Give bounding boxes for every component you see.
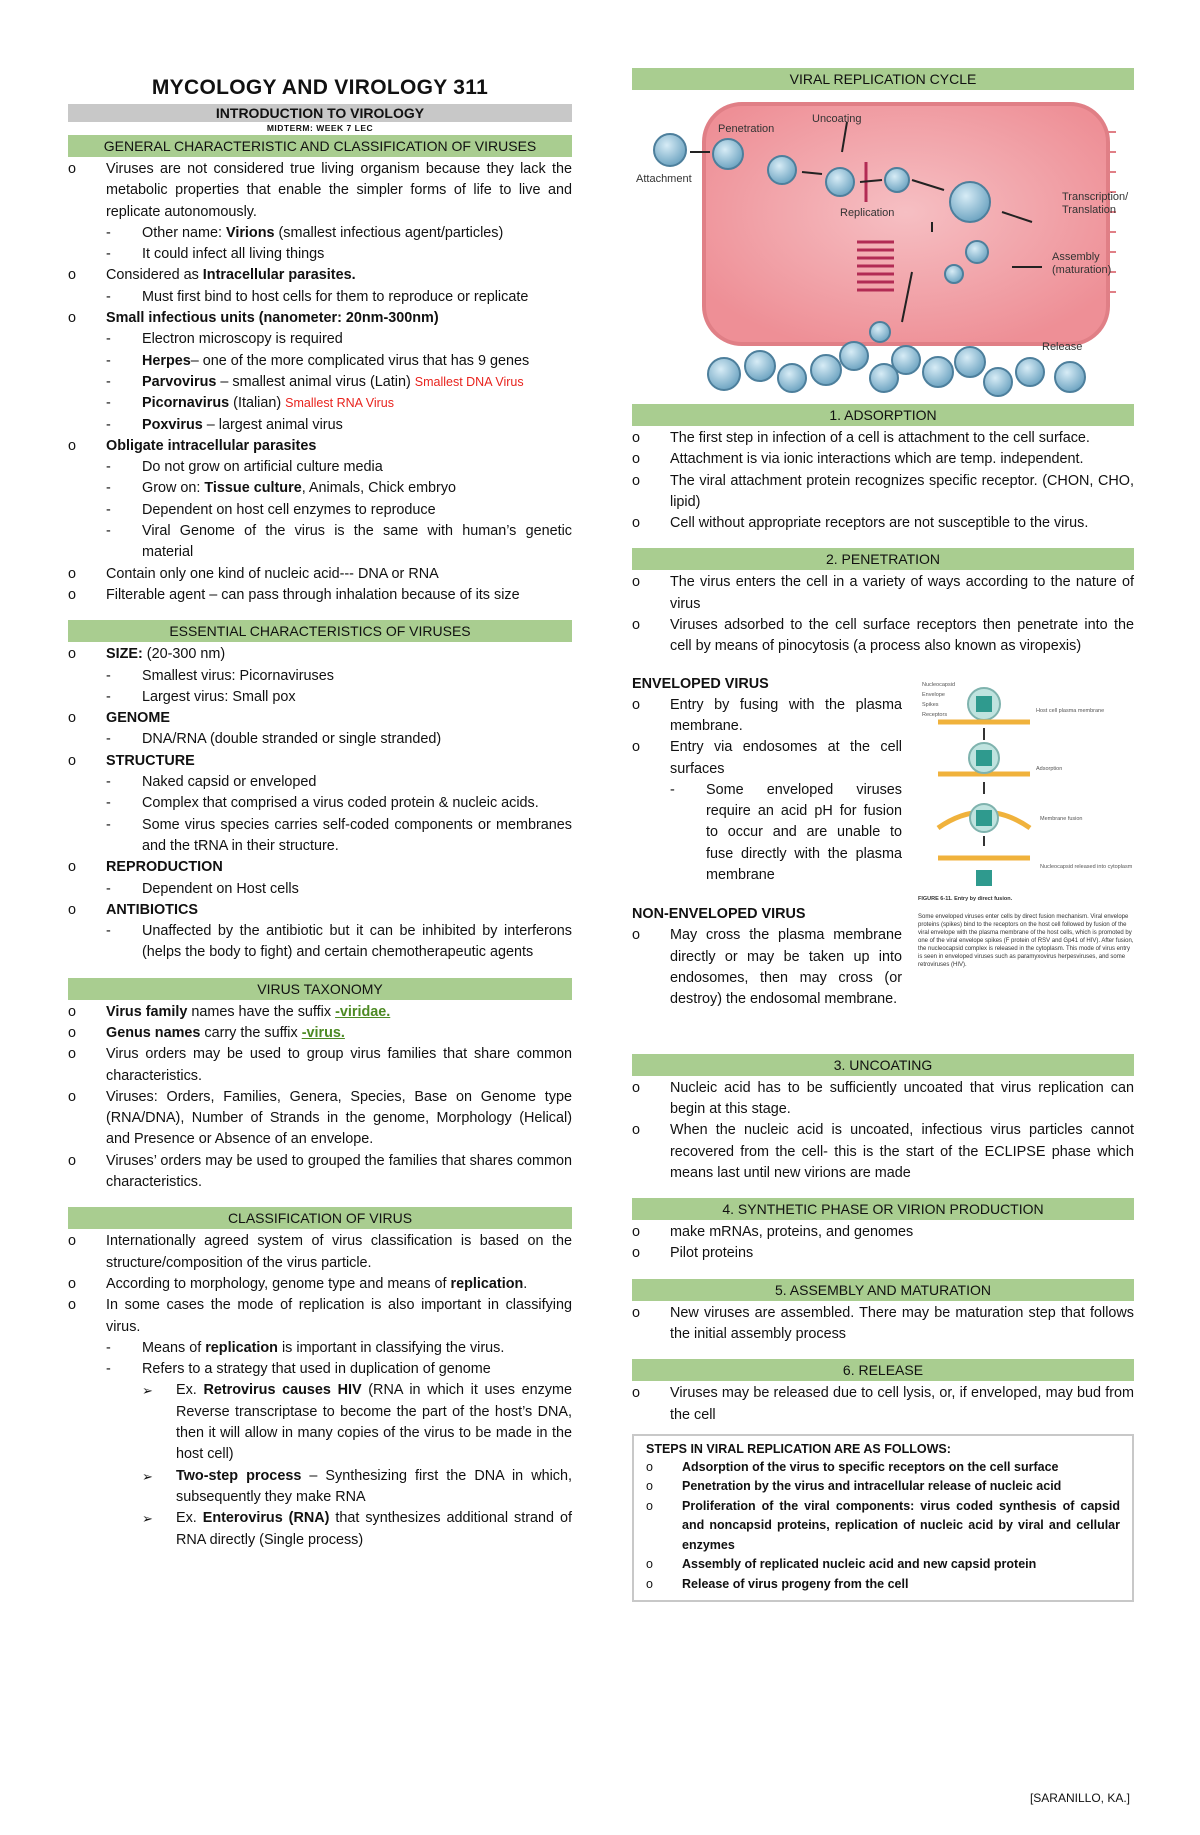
svg-text:Spikes: Spikes — [922, 701, 939, 708]
label-maturation: (maturation) — [1052, 264, 1112, 276]
step-item: o Adsorption of the virus to specific receptors on the cell surface — [646, 1459, 1059, 1474]
svg-text:Adsorption: Adsorption — [1036, 765, 1063, 772]
sub-item: - Must first bind to host cells for them to reproduce or replicate — [106, 287, 572, 308]
left-column — [68, 68, 572, 1551]
list-item: o ANTIBIOTICS - Unaffected by the antibiotic but it can be inhibited by interferons (helps the body to fight) and certain chemotherapeutic agents — [68, 900, 572, 964]
list-item: o make mRNAs, proteins, and genomes — [632, 1224, 914, 1241]
sub-item: - Do not grow on artificial culture media — [106, 457, 572, 478]
step-item: o Penetration by the virus and intracellular release of nucleic acid — [646, 1479, 1062, 1494]
document-caption: MIDTERM: WEEK 7 LEC — [266, 123, 374, 133]
list-item: o Attachment is via ionic interactions which are temp. independent. — [632, 451, 1084, 468]
suffix-viridae: -viridae. — [335, 1003, 391, 1020]
replication-cycle-figure — [632, 92, 1134, 404]
assembly-list — [632, 1303, 1134, 1346]
sub-item: - Unaffected by the antibiotic but it can be inhibited by interferons (helps the body to fight) and certain chemotherapeutic agents — [106, 921, 572, 964]
penetration-detail — [632, 674, 1134, 1054]
sub-item: - Electron microscopy is required — [106, 329, 572, 350]
label-translation: Translation — [1062, 204, 1117, 216]
list-item: o Small infectious units (nanometer: 20nm-300nm) - Electron microscopy is required - Herpes– one of the more complicated virus that has 9 genes - Parvovirus – smallest animal virus (Latin) Smallest DNA Virus - Picornavirus (Italian) Smallest RNA Virus - Poxvirus – largest animal virus — [68, 308, 572, 436]
list-item: o The virus enters the cell in a variety of ways according to the nature of virus — [632, 574, 1134, 612]
list-item: o Viruses: Orders, Families, Genera, Species, Base on Genome type (RNA/DNA), Number of Strands in the genome, Morphology (Helical) and Presence or Absence of an envelope. — [68, 1088, 572, 1148]
sub-item: - Viral Genome of the virus is the same with human’s genetic material — [106, 521, 572, 564]
sub-item: - Dependent on Host cells — [106, 879, 572, 900]
list-item: o The viral attachment protein recognizes specific receptor. (CHON, CHO, lipid) — [632, 472, 1134, 510]
step-item: o Release of virus progeny from the cell — [646, 1576, 909, 1591]
section-header-uncoating: 3. UNCOATING — [632, 1054, 1134, 1076]
sub-item: - Herpes– one of the more complicated virus that has 9 genes — [106, 351, 572, 372]
synthetic-phase-list — [632, 1222, 1134, 1265]
released-virions — [708, 342, 1085, 396]
list-item: o Viruses may be released due to cell lysis, or, if enveloped, may bud from the cell — [632, 1385, 1134, 1423]
svg-text:Nucleocapsid: Nucleocapsid — [922, 681, 956, 688]
non-enveloped-virus-label: NON-ENVELOPED VIRUS — [632, 906, 806, 923]
sub-item: - Poxvirus – largest animal virus — [106, 415, 572, 436]
penetration-list — [632, 572, 1134, 657]
svg-text:Membrane fusion: Membrane fusion — [1040, 815, 1083, 822]
list-item: o The first step in infection of a cell is attachment to the cell surface. — [632, 430, 1090, 446]
direct-fusion-diagram — [918, 678, 1134, 910]
section-header-taxonomy: VIRUS TAXONOMY — [68, 978, 572, 1000]
list-item: o Viruses adsorbed to the cell surface receptors then penetrate into the cell by means of pinocytosis (a process also known as viropexis) — [632, 617, 1134, 655]
section-header-classification: CLASSIFICATION OF VIRUS — [68, 1207, 572, 1229]
label-penetration: Penetration — [718, 123, 775, 135]
release-list — [632, 1383, 1134, 1426]
list-item: o Virus family names have the suffix -viridae. — [68, 1003, 391, 1020]
red-note: Smallest RNA Virus — [285, 396, 395, 411]
taxonomy-list — [68, 1002, 572, 1194]
classification-list — [68, 1231, 572, 1550]
arrow-item: ➢ Two-step process – Synthesizing first the DNA in which, subsequently they make RNA — [142, 1466, 572, 1509]
label-transcription: Transcription/ — [1062, 191, 1129, 203]
list-item: o Viruses’ orders may be used to grouped the families that shares common characteristics. — [68, 1152, 572, 1191]
list-item: o Entry via endosomes at the cell surfaces - Some enveloped viruses require an acid pH for fusion to occur and are unable to fuse directly with the plasma membrane — [632, 737, 902, 886]
list-item: o Filterable agent – can pass through inhalation because of its size — [68, 586, 520, 603]
section-header-penetration: 2. PENETRATION — [632, 548, 1134, 570]
general-characteristics-list — [68, 159, 572, 606]
list-item: o Obligate intracellular parasites - Do not grow on artificial culture media - Grow on: Tissue culture, Animals, Chick embryo - Dependent on host cell enzymes to reproduce - Viral Genome of the virus is the same with human’s genetic material — [68, 436, 572, 564]
sub-item: - Means of replication is important in classifying the virus. — [106, 1338, 572, 1359]
direct-fusion-figure — [918, 678, 1134, 969]
list-item: o Considered as Intracellular parasites. - Must first bind to host cells for them to reproduce or replicate — [68, 265, 572, 308]
label-replication: Replication — [840, 207, 895, 219]
svg-text:Host cell plasma membrane: Host cell plasma membrane — [1036, 707, 1105, 714]
list-item: o According to morphology, genome type and means of replication. — [68, 1275, 528, 1292]
section-header-essential: ESSENTIAL CHARACTERISTICS OF VIRUSES — [68, 620, 572, 642]
list-item: o May cross the plasma membrane directly or may be taken up into endosomes, then may cross (or destroy) the endosomal membrane. — [632, 927, 902, 1008]
section-header-replication-cycle: VIRAL REPLICATION CYCLE — [632, 68, 1134, 90]
sub-item: - Smallest virus: Picornaviruses — [106, 666, 572, 687]
list-item: o Genus names carry the suffix -virus. — [68, 1024, 345, 1041]
list-item: o GENOME - DNA/RNA (double stranded or single stranded) — [68, 708, 572, 751]
label-release: Release — [1042, 341, 1083, 353]
svg-text:Nucleocapsid released into cyt: Nucleocapsid released into cytoplasm — [1040, 863, 1133, 870]
list-item: o SIZE: (20-300 nm) - Smallest virus: Picornaviruses - Largest virus: Small pox — [68, 644, 572, 708]
document-title: MYCOLOGY AND VIROLOGY 311 — [151, 76, 489, 99]
virion-attachment — [654, 134, 686, 166]
list-item: o Internationally agreed system of virus classification is based on the structure/composition of the virus particle. — [68, 1233, 572, 1271]
sub-item: - DNA/RNA (double stranded or single stranded) — [106, 729, 572, 750]
list-item: o REPRODUCTION - Dependent on Host cells — [68, 857, 572, 900]
list-item — [68, 159, 572, 265]
section-header-assembly: 5. ASSEMBLY AND MATURATION — [632, 1279, 1134, 1301]
svg-text:Envelope: Envelope — [922, 691, 945, 698]
list-item: o In some cases the mode of replication is also important in classifying virus. - Means of replication is important in classifying the virus. - Refers to a strategy that used in duplication of genome ➢ Ex. Retrovirus causes HIV (RNA in which it uses enzyme Reverse transcriptase to become the part of the host’s DNA, then it will allow in many copies of the virus to be made in the host cell) ➢ Two-step process – Synthesizing first the DNA in which, subsequently they make RNA ➢ Ex. Enterovirus (RNA) that synthesizes additional strand of RNA directly (Single process) — [68, 1295, 572, 1551]
section-header-adsorption: 1. ADSORPTION — [632, 404, 1134, 426]
steps-summary-box — [632, 1434, 1134, 1603]
author-footer: [SARANILLO, KA.] — [1029, 1791, 1130, 1805]
bullet-marker: o — [68, 161, 77, 177]
essential-characteristics-list — [68, 644, 572, 963]
sub-item: - Complex that comprised a virus coded protein & nucleic acids. — [106, 793, 572, 814]
list-item: o STRUCTURE - Naked capsid or enveloped - Complex that comprised a virus coded protein & nucleic acids. - Some virus species carries self-coded components or membranes and the tRNA in their structure. — [68, 751, 572, 857]
replication-cycle-diagram — [632, 92, 1134, 404]
svg-text:FIGURE 6-11. Entry by direct f: FIGURE 6-11. Entry by direct fusion. — [918, 895, 1013, 902]
svg-text:Receptors: Receptors — [922, 711, 948, 718]
sub-item: - Parvovirus – smallest animal virus (Latin) Smallest DNA Virus — [106, 372, 572, 393]
adsorption-list — [632, 428, 1134, 534]
red-note: Smallest DNA Virus — [414, 374, 524, 389]
sub-item: - Grow on: Tissue culture, Animals, Chick embryo — [106, 478, 572, 499]
list-item: o Virus orders may be used to group virus families that share common characteristics. — [68, 1046, 572, 1084]
list-item: o Nucleic acid has to be sufficiently uncoated that virus replication can begin at this stage. — [632, 1079, 1134, 1117]
figure-caption: Some enveloped viruses enter cells by direct fusion mechanism. Viral envelope proteins (spikes) bind to the receptors on the host cell followed by fusion of the viral envelope with the plasma membrane of the host cells, which is promoted by one of the viral envelope spikes (F protein of RSV and Gp41 of HIV). After fusion, the nucleocapsid complex is released in the cytoplasm. This mode of virus entry is seen in enveloped viruses such as paramyxovirus herpesviruses, and some retroviruses (HIV). — [918, 913, 1134, 968]
sub-item: - Picornavirus (Italian) Smallest RNA Virus — [106, 393, 572, 414]
list-item: o Cell without appropriate receptors are not susceptible to the virus. — [632, 515, 1089, 532]
section-header-general: GENERAL CHARACTERISTIC AND CLASSIFICATION OF VIRUSES — [68, 135, 572, 157]
uncoating-list — [632, 1078, 1134, 1184]
document-subtitle: INTRODUCTION TO VIROLOGY — [68, 104, 572, 122]
suffix-virus: -virus. — [301, 1024, 345, 1041]
sub-item: - Naked capsid or enveloped — [106, 772, 572, 793]
sub-item: - Some enveloped viruses require an acid pH for fusion to occur and are unable to fuse directly with the plasma membrane — [670, 780, 902, 886]
sub-item: - Some virus species carries self-coded components or membranes and the tRNA in their structure. — [106, 815, 572, 858]
right-column — [632, 68, 1134, 1602]
sub-item: - Largest virus: Small pox — [106, 687, 572, 708]
list-item: o New viruses are assembled. There may be maturation step that follows the initial assembly process — [632, 1304, 1134, 1343]
enveloped-virus-label: ENVELOPED VIRUS — [632, 675, 769, 692]
label-uncoating: Uncoating — [812, 113, 862, 125]
sub-item: - Dependent on host cell enzymes to reproduce — [106, 500, 572, 521]
step-item: o Assembly of replicated nucleic acid and new capsid protein — [646, 1557, 1037, 1572]
list-item: o Contain only one kind of nucleic acid--- DNA or RNA — [68, 565, 439, 582]
host-cell — [704, 104, 1108, 344]
arrow-item: ➢ Ex. Enterovirus (RNA) that synthesizes additional strand of RNA directly (Single process) — [142, 1508, 572, 1551]
section-header-release: 6. RELEASE — [632, 1359, 1134, 1381]
list-item-text: Viruses are not considered true living organism because they lack the metabolic properties that enable the simpler forms of life to live and replicate autonomously. — [106, 161, 572, 220]
sub-item: - It could infect all living things — [106, 244, 572, 265]
sub-item: - Refers to a strategy that used in duplication of genome ➢ Ex. Retrovirus causes HIV (RNA in which it uses enzyme Reverse transcriptase to become the part of the host’s DNA, then it will allow in many copies of the virus to be made in the host cell) ➢ Two-step process – Synthesizing first the DNA in which, subsequently they make RNA ➢ Ex. Enterovirus (RNA) that synthesizes additional strand of RNA directly (Single process) — [106, 1359, 572, 1551]
steps-title: STEPS IN VIRAL REPLICATION ARE AS FOLLOWS: — [646, 1441, 951, 1456]
label-attachment: Attachment — [636, 173, 692, 185]
list-item: o Pilot proteins — [632, 1245, 754, 1262]
label-assembly: Assembly — [1052, 251, 1100, 263]
section-header-synthetic-phase: 4. SYNTHETIC PHASE OR VIRION PRODUCTION — [632, 1198, 1134, 1220]
step-item: o Proliferation of the viral components: virus coded synthesis of capsid and noncapsid proteins, replication of nucleic acid by viral and cellular enzymes — [646, 1498, 1120, 1552]
list-item: o When the nucleic acid is uncoated, infectious virus particles cannot recovered from the cell- this is the start of the ECLIPSE phase which means last until new virions are made — [632, 1122, 1134, 1181]
sub-item: - Other name: Virions (smallest infectious agent/particles) — [106, 223, 572, 244]
list-item: o Entry by fusing with the plasma membrane. — [632, 696, 902, 734]
arrow-item: ➢ Ex. Retrovirus causes HIV (RNA in which it uses enzyme Reverse transcriptase to become the part of the host’s DNA, then it will allow in many copies of the virus to be made in the host cell) — [142, 1380, 572, 1465]
